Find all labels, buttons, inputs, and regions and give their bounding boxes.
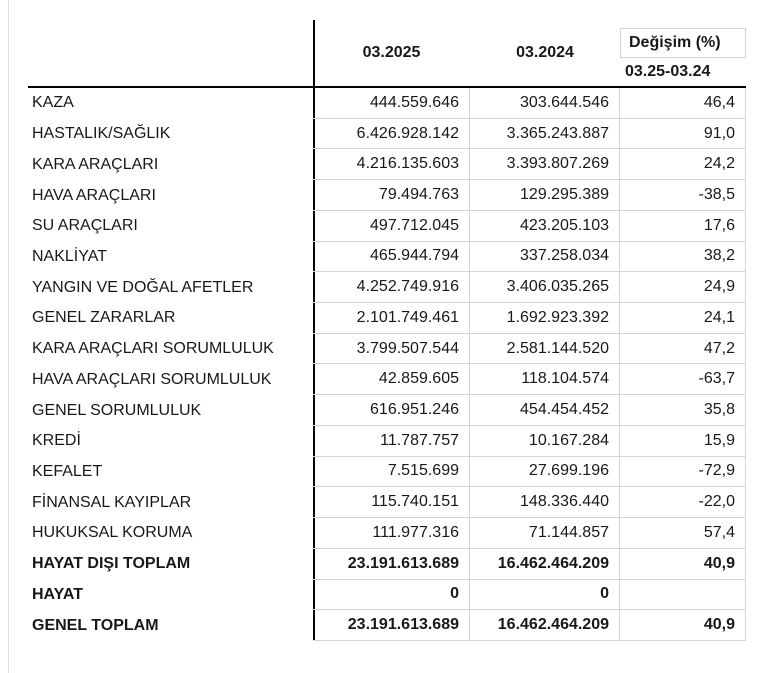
branch-label: YANGIN VE DOĞAL AFETLER bbox=[32, 278, 254, 296]
value-change: -38,5 bbox=[620, 180, 746, 211]
branch-label: KEFALET bbox=[32, 462, 103, 480]
value-change: 47,2 bbox=[620, 334, 746, 365]
value-2024: 16.462.464.209 bbox=[470, 610, 620, 641]
value-2024: 3.393.807.269 bbox=[470, 149, 620, 180]
table-row bbox=[28, 303, 746, 334]
value-2024: 303.644.546 bbox=[470, 88, 620, 119]
value-2025: 6.426.928.142 bbox=[313, 119, 470, 150]
value-2025: 0 bbox=[313, 580, 470, 611]
branch-label: HASTALIK/SAĞLIK bbox=[32, 125, 171, 143]
value-change: 24,2 bbox=[620, 149, 746, 180]
left-edge-line bbox=[8, 0, 9, 673]
branch-label: GENEL ZARARLAR bbox=[32, 309, 176, 327]
table-row bbox=[28, 334, 746, 365]
branch-label: GENEL TOPLAM bbox=[32, 616, 159, 634]
value-2025: 616.951.246 bbox=[313, 395, 470, 426]
change-period: 03.25-03.24 bbox=[625, 63, 711, 80]
value-2024: 118.104.574 bbox=[470, 364, 620, 395]
header-branch-column bbox=[28, 20, 313, 86]
value-2024: 129.295.389 bbox=[470, 180, 620, 211]
value-change: 15,9 bbox=[620, 426, 746, 457]
value-2025: 2.101.749.461 bbox=[313, 303, 470, 334]
branch-label: KREDİ bbox=[32, 432, 81, 450]
branch-label: HUKUKSAL KORUMA bbox=[32, 524, 193, 542]
value-2024: 148.336.440 bbox=[470, 487, 620, 518]
branch-label: HAVA ARAÇLARI SORUMLULUK bbox=[32, 370, 272, 388]
header-col-2025: 03.2025 bbox=[362, 44, 421, 61]
premium-table bbox=[28, 20, 746, 641]
branch-label: KAZA bbox=[32, 94, 74, 112]
table-row bbox=[28, 119, 746, 150]
branch-label: NAKLİYAT bbox=[32, 247, 107, 265]
value-change: 91,0 bbox=[620, 119, 746, 150]
change-title: Değişim (%) bbox=[620, 28, 746, 58]
table-row bbox=[28, 610, 746, 641]
value-change: 40,9 bbox=[620, 549, 746, 580]
table-row bbox=[28, 457, 746, 488]
value-2024: 27.699.196 bbox=[470, 457, 620, 488]
table-row bbox=[28, 272, 746, 303]
table-row bbox=[28, 487, 746, 518]
value-2025: 42.859.605 bbox=[313, 364, 470, 395]
table-header bbox=[28, 20, 746, 86]
branch-label: HAVA ARAÇLARI bbox=[32, 186, 156, 204]
value-2024: 2.581.144.520 bbox=[470, 334, 620, 365]
value-2024: 10.167.284 bbox=[470, 426, 620, 457]
value-change: -63,7 bbox=[620, 364, 746, 395]
value-2025: 4.252.749.916 bbox=[313, 272, 470, 303]
branch-label: GENEL SORUMLULUK bbox=[32, 401, 202, 419]
branch-label: KARA ARAÇLARI bbox=[32, 155, 159, 173]
value-2025: 11.787.757 bbox=[313, 426, 470, 457]
table-row bbox=[28, 242, 746, 273]
value-2025: 23.191.613.689 bbox=[313, 549, 470, 580]
value-2025: 4.216.135.603 bbox=[313, 149, 470, 180]
value-change: -22,0 bbox=[620, 487, 746, 518]
table-row bbox=[28, 364, 746, 395]
value-2025: 7.515.699 bbox=[313, 457, 470, 488]
value-2024: 1.692.923.392 bbox=[470, 303, 620, 334]
table-row bbox=[28, 580, 746, 611]
value-2025: 497.712.045 bbox=[313, 211, 470, 242]
table-row bbox=[28, 518, 746, 549]
value-2024: 454.454.452 bbox=[470, 395, 620, 426]
table-row bbox=[28, 426, 746, 457]
value-change: 57,4 bbox=[620, 518, 746, 549]
value-change: 38,2 bbox=[620, 242, 746, 273]
value-change: 17,6 bbox=[620, 211, 746, 242]
branch-label: HAYAT DIŞI TOPLAM bbox=[32, 555, 191, 573]
value-2025: 23.191.613.689 bbox=[313, 610, 470, 641]
value-change: 46,4 bbox=[620, 88, 746, 119]
value-change: 24,1 bbox=[620, 303, 746, 334]
value-2024: 3.365.243.887 bbox=[470, 119, 620, 150]
table-row bbox=[28, 180, 746, 211]
branch-label: SU ARAÇLARI bbox=[32, 217, 138, 235]
value-2025: 444.559.646 bbox=[313, 88, 470, 119]
branch-label: HAYAT bbox=[32, 585, 83, 603]
value-2025: 3.799.507.544 bbox=[313, 334, 470, 365]
value-2025: 115.740.151 bbox=[313, 487, 470, 518]
value-2024: 0 bbox=[470, 580, 620, 611]
table-row bbox=[28, 149, 746, 180]
value-2024: 71.144.857 bbox=[470, 518, 620, 549]
header-change-column bbox=[620, 20, 746, 86]
table-row bbox=[28, 211, 746, 242]
value-change: 35,8 bbox=[620, 395, 746, 426]
value-change: -72,9 bbox=[620, 457, 746, 488]
value-2024: 3.406.035.265 bbox=[470, 272, 620, 303]
value-2024: 16.462.464.209 bbox=[470, 549, 620, 580]
header-col-2024: 03.2024 bbox=[516, 44, 574, 61]
value-2025: 111.977.316 bbox=[313, 518, 470, 549]
branch-label: KARA ARAÇLARI SORUMLULUK bbox=[32, 340, 274, 358]
value-change: 24,9 bbox=[620, 272, 746, 303]
value-2025: 465.944.794 bbox=[313, 242, 470, 273]
value-change: 40,9 bbox=[620, 610, 746, 641]
value-2024: 423.205.103 bbox=[470, 211, 620, 242]
table-row bbox=[28, 395, 746, 426]
value-2025: 79.494.763 bbox=[313, 180, 470, 211]
table-body bbox=[28, 88, 746, 641]
table-row bbox=[28, 549, 746, 580]
table-row bbox=[28, 88, 746, 119]
value-2024: 337.258.034 bbox=[470, 242, 620, 273]
branch-label: FİNANSAL KAYIPLAR bbox=[32, 493, 192, 511]
value-change bbox=[620, 580, 746, 611]
